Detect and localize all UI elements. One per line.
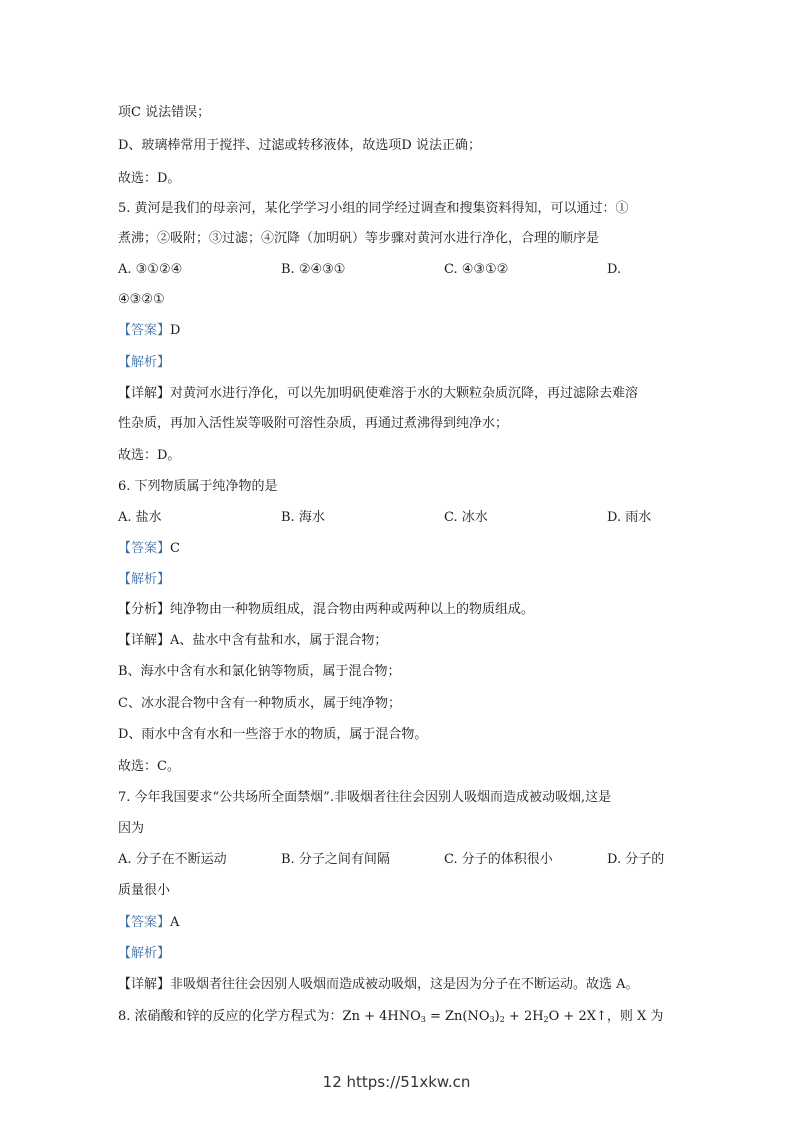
text-line: 故选：D。 [118,171,181,186]
equation-text: = Zn(NO [425,1009,490,1024]
option-d: D. 分子的 [607,852,665,867]
detail-line: C、冰水混合物中含有一种物质水，属于纯净物； [118,696,401,711]
answer-line [118,321,678,341]
detail-line: B、海水中含有水和氯化钠等物质，属于混合物； [118,664,401,679]
option-a: A. 盐水 [118,510,162,525]
option-d: D. [607,262,622,277]
detail-text: 非吸烟者往往会因别人吸烟而造成被动吸烟，这是因为分子在不断运动。故选 A。 [170,977,639,992]
question-5-stem-line1: 5. 黄河是我们的母亲河，某化学学习小组的同学经过调查和搜集资料得知，可以通过：① [118,201,629,216]
analysis-tag: 【解析】 [118,946,171,961]
option-b: B. 海水 [281,510,325,525]
detail-text: 对黄河水进行净化，可以先加明矾使难溶于水的大颗粒杂质沉降，再过滤除去难溶 [170,386,639,401]
option-a: A. 分子在不断运动 [118,852,227,867]
question-5-stem-line2: 煮沸；②吸附；③过滤；④沉降（加明矾）等步骤对黄河水进行净化，合理的顺序是 [118,231,600,246]
detail-tag: 【详解】 [118,977,171,992]
answer-value: D [170,323,181,338]
answer-line [118,539,678,559]
analysis-subtag: 【分析】 [118,602,171,617]
detail-line [118,631,678,651]
text-line: D、玻璃棒常用于搅拌、过滤或转移液体，故选项D 说法正确； [118,138,481,153]
answer-value: A [170,915,180,930]
option-c: C. ④③①② [444,262,509,277]
detail-line: D、雨水中含有水和一些溶于水的物质，属于混合物。 [118,727,428,742]
equation-text: + 2H [504,1009,544,1024]
subscript: 2 [499,1015,505,1024]
text-line: 项C 说法错误； [118,105,211,120]
option-b: B. 分子之间有间隔 [281,852,390,867]
detail-line [118,384,678,404]
conclusion-line: 故选：C。 [118,759,180,774]
analysis-tag: 【解析】 [118,355,171,370]
detail-text: A、盐水中含有盐和水，属于混合物； [170,633,388,648]
detail-tag: 【详解】 [118,386,171,401]
subscript: 3 [420,1015,426,1024]
analysis-line [118,600,678,620]
subscript: 2 [543,1015,549,1024]
option-d-continued: 质量很小 [118,883,171,898]
detail-line [118,975,678,995]
option-c: C. 分子的体积很小 [444,852,553,867]
subscript: 3 [489,1015,495,1024]
question-7-stem-line1: 7. 今年我国要求“公共场所全面禁烟”.非吸烟者往往会因别人吸烟而造成被动吸烟,这是 [118,790,612,805]
question-7-stem-line2: 因为 [118,821,145,836]
analysis-tag: 【解析】 [118,572,171,587]
equation-text: 8. 浓硝酸和锌的反应的化学方程式为：Zn + 4HNO [118,1009,421,1024]
question-6-stem: 6. 下列物质属于纯净物的是 [118,479,278,494]
analysis-text: 纯净物由一种物质组成，混合物由两种或两种以上的物质组成。 [170,602,535,617]
option-b: B. ②④③① [281,262,346,277]
page-footer: 12 https://51xkw.cn [322,1073,471,1091]
detail-line: 性杂质，再加入活性炭等吸附可溶性杂质，再通过煮沸得到纯净水； [118,416,509,431]
option-c: C. 冰水 [444,510,488,525]
conclusion-line: 故选：D。 [118,448,181,463]
option-a: A. ③①②④ [118,262,183,277]
option-d: D. 雨水 [607,510,652,525]
answer-value: C [170,541,180,556]
answer-line [118,913,678,933]
answer-tag: 【答案】 [118,323,171,338]
detail-tag: 【详解】 [118,633,171,648]
answer-tag: 【答案】 [118,541,171,556]
option-d-continued: ④③②① [118,292,165,307]
answer-tag: 【答案】 [118,915,171,930]
equation-text: ) [494,1009,500,1024]
equation-text: O + 2X↑，则 X 为 [548,1009,664,1024]
question-8-stem [118,1007,678,1030]
